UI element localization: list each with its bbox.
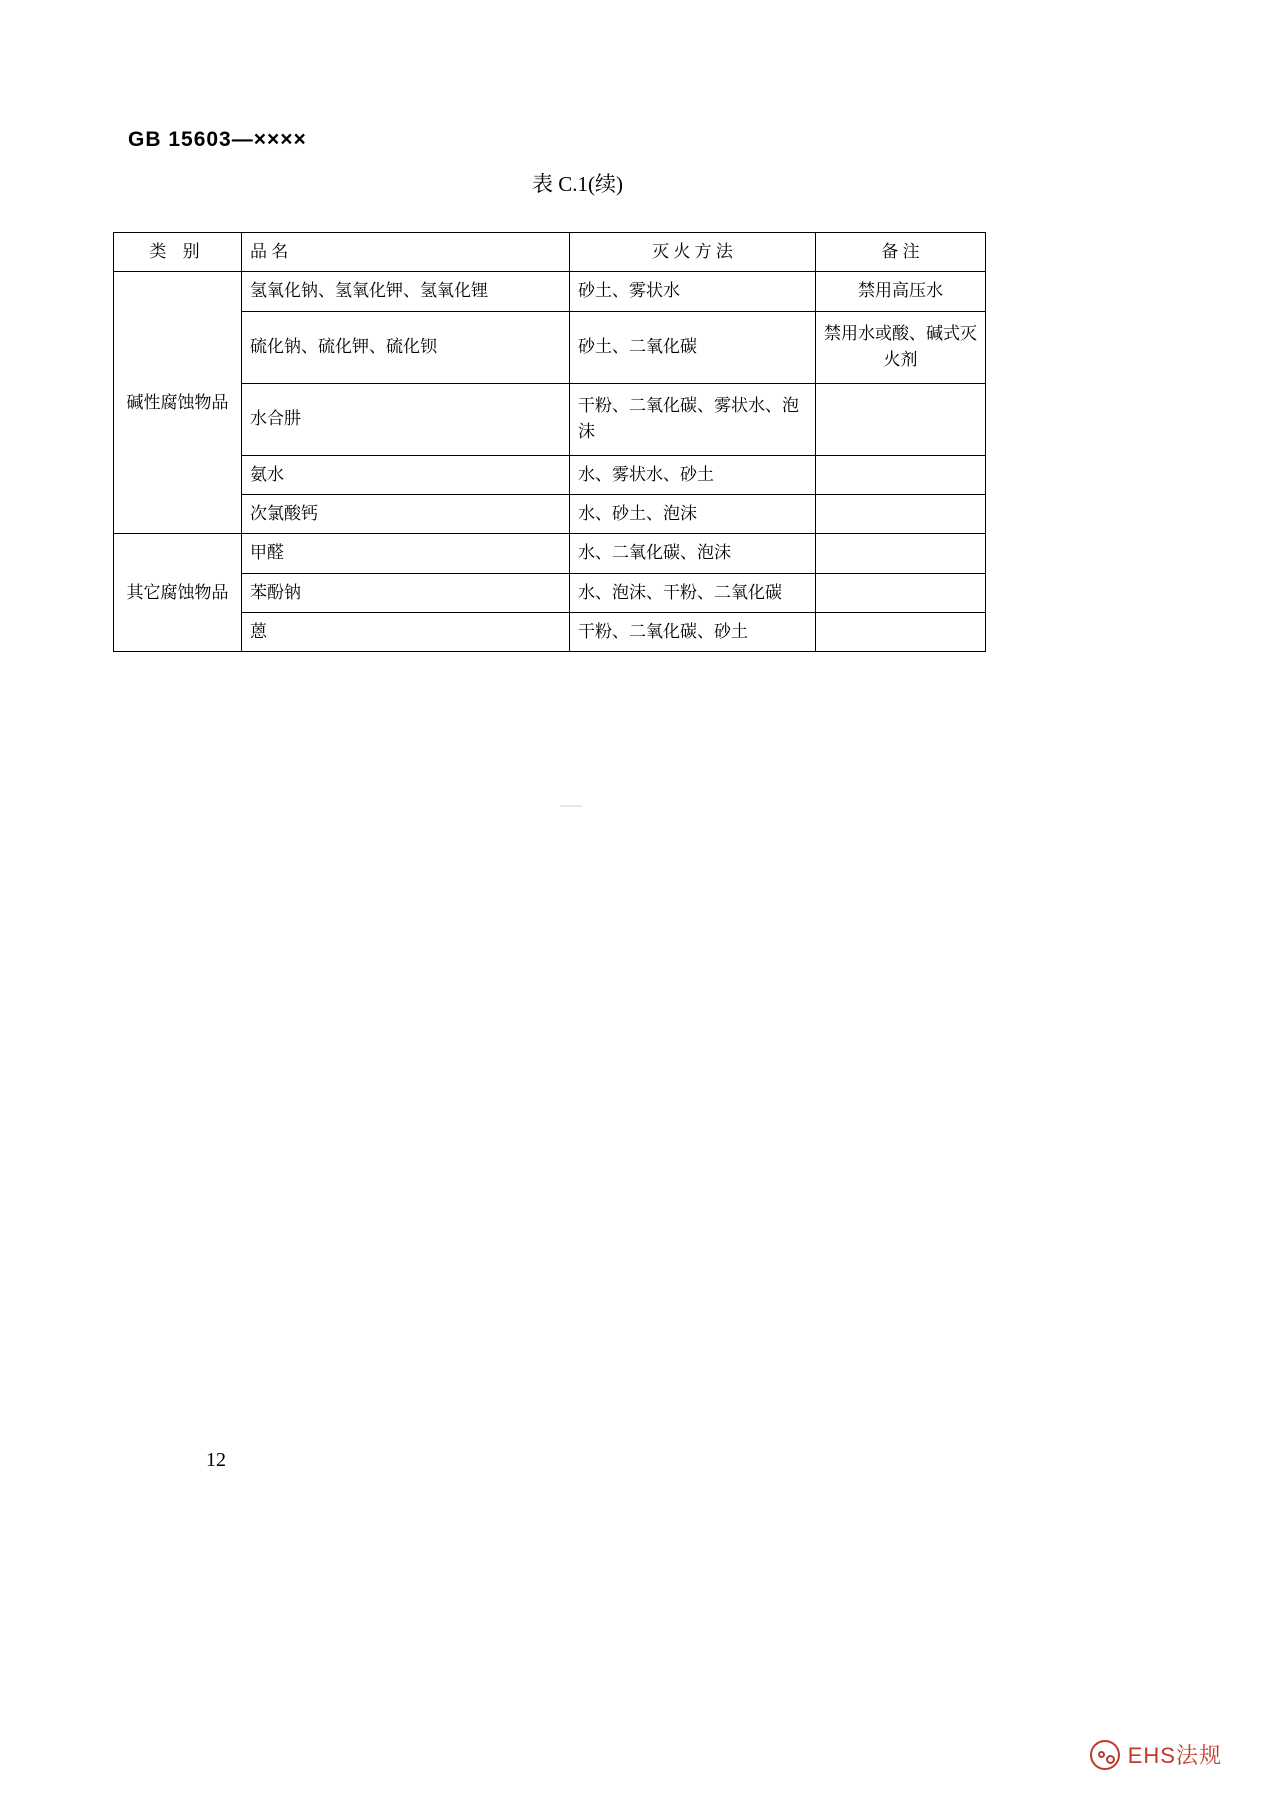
product-name-cell: 水合肼 bbox=[242, 383, 570, 455]
product-name-cell: 氨水 bbox=[242, 455, 570, 494]
remark-cell bbox=[816, 383, 986, 455]
remark-cell bbox=[816, 613, 986, 652]
product-name-cell: 硫化钠、硫化钾、硫化钡 bbox=[242, 311, 570, 383]
method-cell: 干粉、二氧化碳、砂土 bbox=[570, 613, 816, 652]
category-cell: 碱性腐蚀物品 bbox=[114, 272, 242, 534]
page-number: 12 bbox=[206, 1449, 226, 1471]
table-row bbox=[114, 383, 986, 455]
method-cell: 水、泡沫、干粉、二氧化碳 bbox=[570, 573, 816, 612]
product-name-cell: 次氯酸钙 bbox=[242, 495, 570, 534]
product-name-cell: 氢氧化钠、氢氧化钾、氢氧化锂 bbox=[242, 272, 570, 311]
product-name-cell: 苯酚钠 bbox=[242, 573, 570, 612]
column-header-product-name: 品 名 bbox=[242, 233, 570, 272]
remark-cell bbox=[816, 534, 986, 573]
remark-cell: 禁用水或酸、碱式灭火剂 bbox=[816, 311, 986, 383]
remark-cell bbox=[816, 455, 986, 494]
standard-number: GB 15603—×××× bbox=[128, 128, 307, 151]
page-fold-mark bbox=[560, 805, 582, 807]
category-cell: 其它腐蚀物品 bbox=[114, 534, 242, 652]
remark-cell bbox=[816, 495, 986, 534]
product-name-cell: 甲醛 bbox=[242, 534, 570, 573]
table-row bbox=[114, 495, 986, 534]
table-caption: 表 C.1(续) bbox=[532, 172, 623, 196]
watermark-label: EHS法规 bbox=[1127, 1743, 1222, 1768]
method-cell: 水、砂土、泡沫 bbox=[570, 495, 816, 534]
product-name-cell: 蒽 bbox=[242, 613, 570, 652]
table-row bbox=[114, 455, 986, 494]
method-cell: 水、二氧化碳、泡沫 bbox=[570, 534, 816, 573]
remark-cell: 禁用高压水 bbox=[816, 272, 986, 311]
fire-extinguishing-table bbox=[113, 232, 986, 652]
table-header-row bbox=[114, 233, 986, 272]
table-row bbox=[114, 573, 986, 612]
remark-cell bbox=[816, 573, 986, 612]
column-header-category: 类 别 bbox=[114, 233, 242, 272]
column-header-remark: 备 注 bbox=[816, 233, 986, 272]
table-row bbox=[114, 272, 986, 311]
method-cell: 干粉、二氧化碳、雾状水、泡沫 bbox=[570, 383, 816, 455]
method-cell: 砂土、二氧化碳 bbox=[570, 311, 816, 383]
wechat-logo-icon bbox=[1090, 1740, 1120, 1770]
watermark bbox=[1090, 1739, 1222, 1770]
method-cell: 水、雾状水、砂土 bbox=[570, 455, 816, 494]
table-row bbox=[114, 311, 986, 383]
table-row bbox=[114, 613, 986, 652]
table-row bbox=[114, 534, 986, 573]
method-cell: 砂土、雾状水 bbox=[570, 272, 816, 311]
column-header-extinguishing-method: 灭 火 方 法 bbox=[570, 233, 816, 272]
